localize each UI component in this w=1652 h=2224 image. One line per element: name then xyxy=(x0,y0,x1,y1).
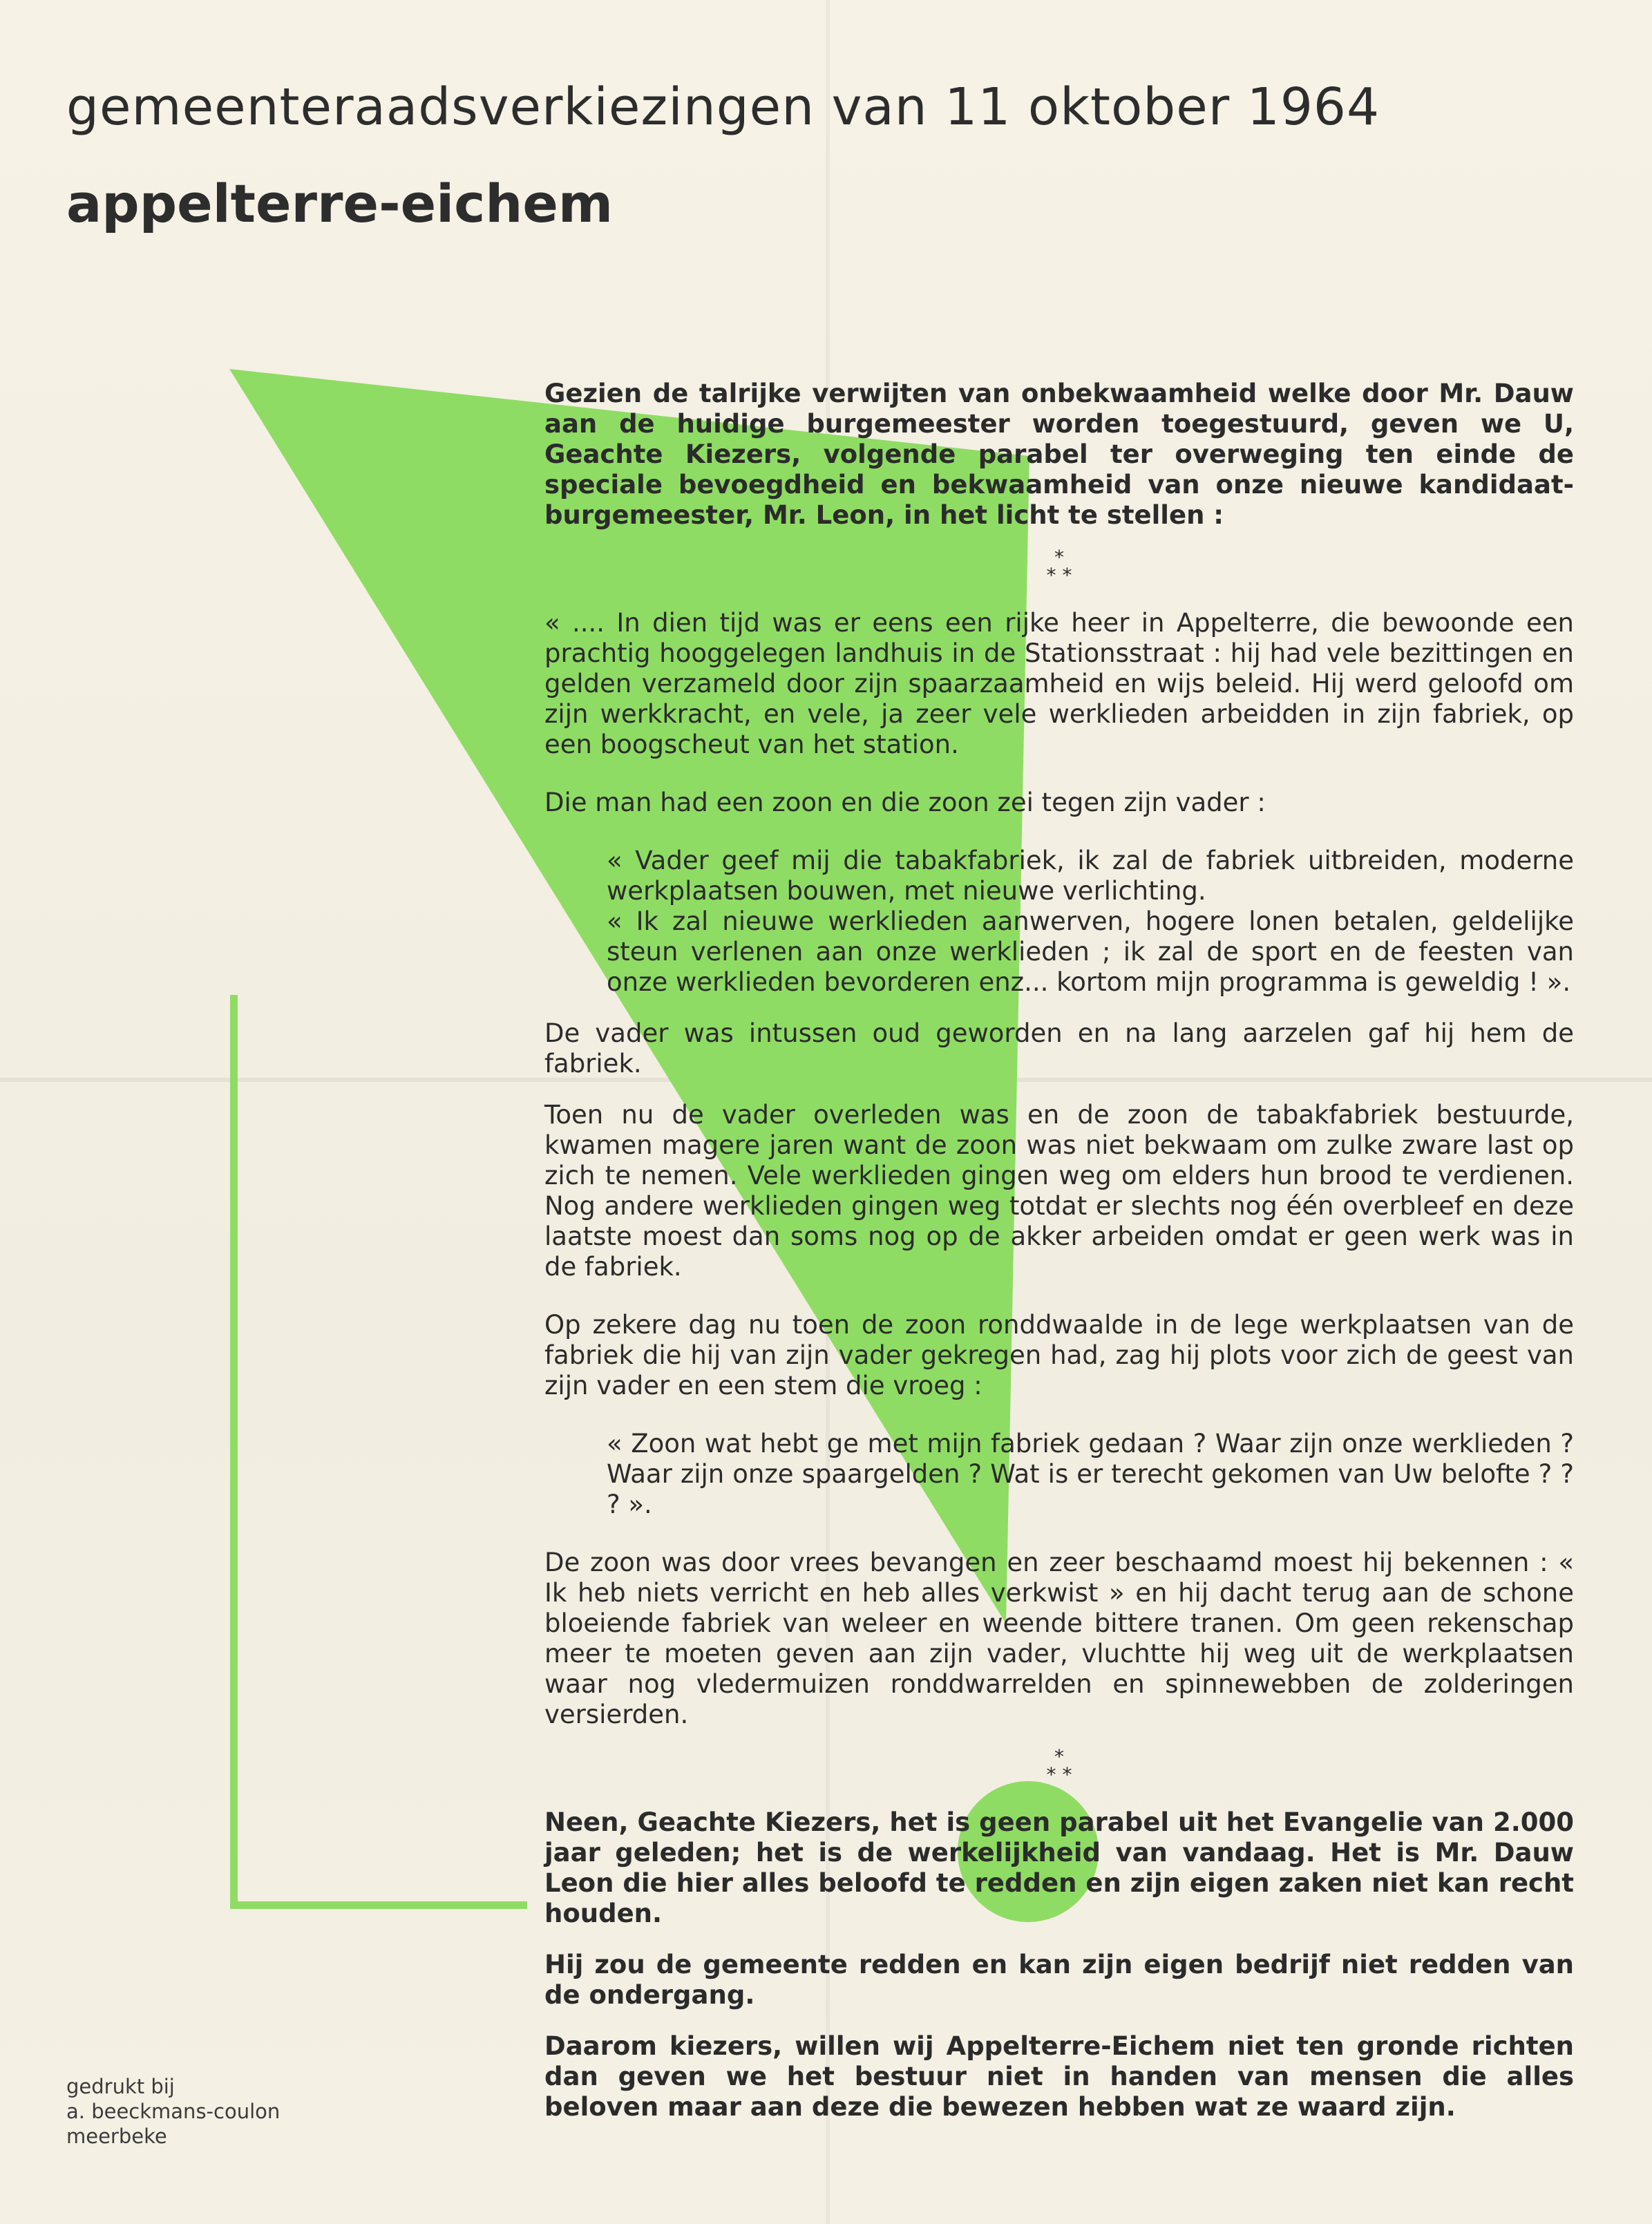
page-subtitle: appelterre-eichem xyxy=(66,173,614,234)
separator-asterisk-bottom: * * xyxy=(1046,564,1072,587)
separator-asterisk-top: * xyxy=(1054,546,1064,569)
printer-line-1: gedrukt bij xyxy=(66,2075,175,2098)
conclusion-paragraph-3: Daarom kiezers, willen wij Appelterre-Eichem niet ten gronde richten dan geven we het bestuur niet in handen van mensen die alles beloven maar aan deze die bewezen hebben wat ze waard zijn. xyxy=(544,2031,1574,2122)
conclusion-paragraph-2: Hij zou de gemeente redden en kan zijn eigen bedrijf niet redden van de ondergang. xyxy=(544,1950,1574,2010)
green-horizontal-rule xyxy=(230,1901,527,1909)
intro-paragraph: Gezien de talrijke verwijten van onbekwaamheid welke door Mr. Dauw aan de huidige burgemeester worden toegestuurd, geven we U, Geachte Kiezers, volgende parabel ter overweging ten einde de speciale bevoegdheid en bekwaamheid van onze nieuwe kandidaat-burgemeester, Mr. Leon, in het licht te stellen : xyxy=(544,379,1574,530)
printer-imprint xyxy=(66,2074,280,2149)
parable-paragraph-2: Die man had een zoon en die zoon zei tegen zijn vader : xyxy=(544,788,1266,817)
printer-line-2: a. beeckmans-coulon xyxy=(66,2100,281,2123)
parable-paragraph-5: Op zekere dag nu toen de zoon ronddwaalde in de lege werkplaatsen van de fabriek die hij van zijn vader gekregen had, zag hij plots voor zich de geest van zijn vader en een stem die vroeg : xyxy=(544,1310,1574,1400)
page-title: gemeenteraadsverkiezingen van 11 oktober 1964 xyxy=(66,77,1380,137)
separator2-asterisk-top: * xyxy=(1054,1745,1064,1768)
separator2-asterisk-bottom: * * xyxy=(1046,1763,1072,1786)
printer-line-3: meerbeke xyxy=(66,2125,167,2148)
parable-paragraph-1: « .... In dien tijd was er eens een rijke heer in Appelterre, die bewoonde een prachtig hooggelegen landhuis in de Stationsstraat : hij had vele bezittingen en gelden verzameld door zijn spaarzaamheid en wijs beleid. Hij werd geloofd om zijn werkkracht, en vele, ja zeer vele werklieden arbeidden in zijn fabriek, op een boogscheut van het station. xyxy=(544,608,1574,759)
green-vertical-rule xyxy=(230,995,238,1908)
son-quote-1: « Vader geef mij die tabakfabriek, ik zal de fabriek uitbreiden, moderne werkplaatsen bouwen, met nieuwe verlichting. xyxy=(607,846,1574,906)
conclusion-paragraph-1: Neen, Geachte Kiezers, het is geen parabel uit het Evangelie van 2.000 jaar geleden; het is de werkelijkheid van vandaag. Het is Mr. Dauw Leon die hier alles beloofd te redden en zijn eigen zaken niet kan recht houden. xyxy=(544,1807,1574,1928)
parable-paragraph-3: De vader was intussen oud geworden en na lang aarzelen gaf hij hem de fabriek. xyxy=(544,1018,1574,1078)
father-quote: « Zoon wat hebt ge met mijn fabriek gedaan ? Waar zijn onze werklieden ? Waar zijn onze spaargelden ? Wat is er terecht gekomen van Uw belofte ? ? ? ». xyxy=(607,1429,1574,1519)
parable-paragraph-4: Toen nu de vader overleden was en de zoon de tabakfabriek bestuurde, kwamen magere jaren want de zoon was niet bekwaam om zulke zware last op zich te nemen. Vele werklieden gingen weg om elders hun brood te verdienen. Nog andere werklieden gingen weg totdat er slechts nog één overbleef en deze laatste moest dan soms nog op de akker arbeiden omdat er geen werk was in de fabriek. xyxy=(544,1100,1574,1282)
separator-asterisks xyxy=(544,546,1574,587)
leaflet-body xyxy=(544,379,1574,2122)
son-quote-2: « Ik zal nieuwe werklieden aanwerven, hogere lonen betalen, geldelijke steun verlenen aan onze werklieden ; ik zal de sport en de feesten van onze werklieden bevorderen enz... kortom mijn programma is geweldig ! ». xyxy=(607,906,1574,997)
separator-asterisks-2 xyxy=(544,1745,1574,1786)
parable-paragraph-6: De zoon was door vrees bevangen en zeer beschaamd moest hij bekennen : « Ik heb niets verricht en heb alles verkwist » en hij dacht terug aan de schone bloeiende fabriek van weleer en weende bittere tranen. Om geen rekenschap meer te moeten geven aan zijn vader, vluchtte hij weg uit de werkplaatsen waar nog vledermuizen ronddwarrelden en spinnewebben de zolderingen versierden. xyxy=(544,1548,1574,1729)
